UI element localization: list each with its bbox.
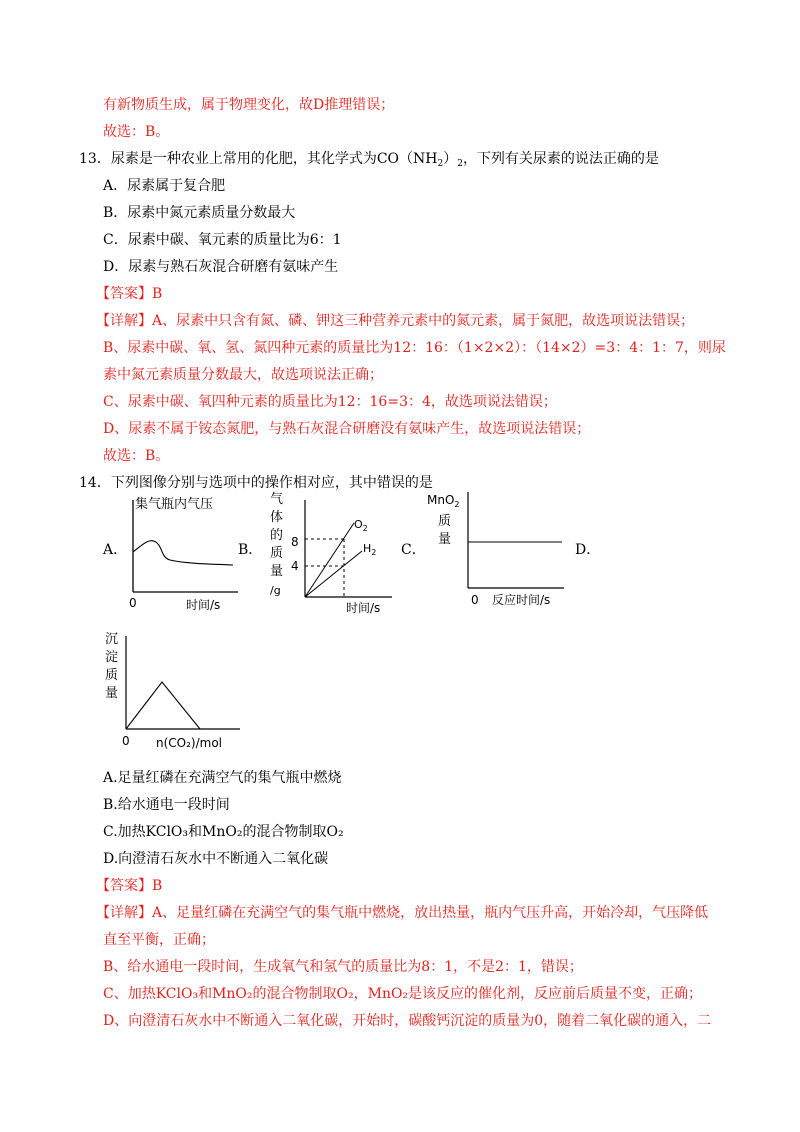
q14-answer: 【答案】B xyxy=(96,878,163,894)
graph-b-ylabel-char: 质 xyxy=(270,546,284,561)
graph-b-ylabel-char: 体 xyxy=(270,510,284,525)
graph-b-ylabel-char: 气 xyxy=(270,492,284,507)
q14-detail-line: 【详解】A、足量红磷在充满空气的集气瓶中燃烧，放出热量，瓶内气压升高，开始冷却，气压降低 xyxy=(96,905,709,921)
q13-detail-line: 【详解】A、尿素中只含有氮、磷、钾这三种营养元素中的氮元素，属于氮肥，故选项说法错误； xyxy=(96,313,695,329)
prev-conclusion: 故选：B。 xyxy=(103,124,170,140)
graph-b-o2-line xyxy=(305,523,354,597)
graph-b-xlabel: 时间/s xyxy=(346,601,381,615)
graph-a-ylabel: 集气瓶内气压 xyxy=(135,497,214,512)
q13-stem-a: 13．尿素是一种农业上常用的化肥，其化学式为CO（NH xyxy=(79,151,438,167)
q13-option-b: B．尿素中氮元素质量分数最大 xyxy=(103,205,296,221)
graph-c xyxy=(424,488,569,613)
q13-stem-b: ） xyxy=(443,151,458,167)
graph-b-ylabel-char: 量 xyxy=(270,564,284,579)
graph-c-origin: 0 xyxy=(471,593,479,607)
graph-b-h2-label: $H_2$ xyxy=(363,542,377,557)
q13-detail-line: D、尿素不属于铵态氮肥，与熟石灰混合研磨没有氨味产生，故选项说法错误； xyxy=(103,421,591,437)
graph-d-xlabel: n(CO₂)/mol xyxy=(156,736,223,750)
graph-b-h2-line xyxy=(305,551,362,597)
graph-a-xlabel: 时间/s xyxy=(186,598,221,612)
graph-c-ylabel-char: 量 xyxy=(438,532,452,547)
q14-detail-line: 直至平衡，正确； xyxy=(103,932,215,948)
graph-b-tick-4: 4 xyxy=(291,559,299,573)
graph-d-ylabel-char: 沉 xyxy=(105,632,119,647)
q14-stem: 14．下列图像分别与选项中的操作相对应，其中错误的是 xyxy=(79,475,433,491)
q13-stem xyxy=(79,149,659,174)
q13-detail-line: C、尿素中碳、氧四种元素的质量比为12：16=3：4，故选项说法错误； xyxy=(103,394,557,410)
q13-detail-line: B、尿素中碳、氧、氢、氮四种元素的质量比为12：16：（1×2×2）：（14×2）=3：4：1：7，则尿 xyxy=(103,340,726,356)
graph-d-ylabel-char: 量 xyxy=(105,686,119,701)
graph-b-tick-8: 8 xyxy=(291,535,299,549)
q14-option-b: B.给水通电一段时间 xyxy=(103,797,230,813)
q13-stem-c: ，下列有关尿素的说法正确的是 xyxy=(462,151,659,167)
q14-detail-line: B、给水通电一段时间，生成氧气和氢气的质量比为8：1，不是2：1，错误； xyxy=(103,959,583,975)
q13-option-a: A．尿素属于复合肥 xyxy=(103,178,226,194)
graph-a-origin: 0 xyxy=(129,596,137,610)
q13-option-d: D．尿素与熟石灰混合研磨有氨味产生 xyxy=(103,259,339,275)
prev-detail-line: 有新物质生成，属于物理变化，故D推理错误； xyxy=(103,97,395,113)
graph-a xyxy=(118,492,243,617)
graph-b-ylabel-char: /g xyxy=(270,584,281,597)
graph-d-triangle xyxy=(126,682,200,729)
q13-detail-line: 素中氮元素质量分数最大，故选项说法正确； xyxy=(103,367,383,383)
graph-b-ylabel-char: 的 xyxy=(270,528,284,543)
q14-option-c: C.加热KClO₃和MnO₂的混合物制取O₂ xyxy=(103,824,344,840)
graph-b-o2-label: $O_2$ xyxy=(354,518,368,533)
q14-label-b: B． xyxy=(238,542,263,558)
graph-b xyxy=(262,490,397,615)
q13-option-c: C．尿素中碳、氧元素的质量比为6：1 xyxy=(103,232,342,248)
q14-option-d: D.向澄清石灰水中不断通入二氧化碳 xyxy=(103,851,329,867)
graph-d-ylabel-char: 淀 xyxy=(105,650,119,665)
graph-c-ylabel-top: MnO$_2$ xyxy=(427,493,460,509)
graph-c-ylabel-char: 质 xyxy=(438,514,452,529)
graph-a-curve xyxy=(133,541,233,565)
q13-answer: 【答案】B xyxy=(96,286,163,302)
graph-c-xlabel: 反应时间/s xyxy=(492,593,551,607)
q14-label-c: C． xyxy=(401,542,426,558)
q14-option-a: A.足量红磷在充满空气的集气瓶中燃烧 xyxy=(103,770,342,786)
q13-stem-sub: 2 xyxy=(437,159,444,169)
q14-detail-line: D、向澄清石灰水中不断通入二氧化碳，开始时，碳酸钙沉淀的质量为0，随着二氧化碳的通入，二 xyxy=(103,1013,712,1029)
q14-detail-line: C、加热KClO₃和MnO₂的混合物制取O₂，MnO₂是该反应的催化剂，反应前后质量不变，正确； xyxy=(103,986,703,1002)
q14-label-a: A． xyxy=(103,542,128,558)
q13-conclusion: 故选：B。 xyxy=(103,448,170,464)
graph-d xyxy=(100,626,250,751)
q13-stem-sub2: 2 xyxy=(457,159,463,169)
q14-label-d: D． xyxy=(575,542,601,558)
graph-d-origin: 0 xyxy=(122,734,130,748)
graph-d-ylabel-char: 质 xyxy=(105,668,119,683)
